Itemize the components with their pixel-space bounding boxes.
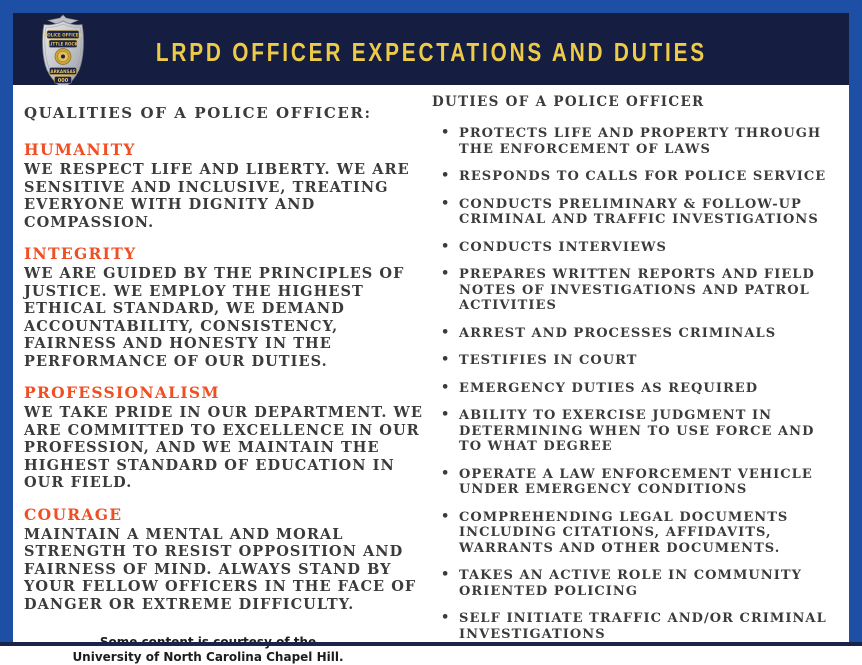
quality-section-title: PROFESSIONALISM xyxy=(24,383,220,402)
quality-section-body: WE ARE GUIDED BY THE PRINCIPLES OF JUSTICE. WE EMPLOY THE HIGHEST ETHICAL STANDARD, WE DEMAND ACCOUNTABILITY, CONSISTENCY, FAIRNESS AND HONESTY IN THE PERFORMANCE OF OUR DUTIES. xyxy=(24,265,405,370)
duty-item-text: OPERATE A LAW ENFORCEMENT VEHICLE UNDER EMERGENCY CONDITIONS xyxy=(459,466,813,497)
badge-state-banner-label: ARKANSAS xyxy=(50,68,76,74)
quality-section-body: WE TAKE PRIDE IN OUR DEPARTMENT. WE ARE COMMITTED TO EXCELLENCE IN OUR PROFESSION, AND WE MAINTAIN THE HIGHEST STANDARD OF EDUCATION IN OUR FIELD. xyxy=(24,404,423,491)
bullet-icon: • xyxy=(441,168,451,183)
duty-list-item xyxy=(432,568,843,599)
duty-list-item xyxy=(432,467,843,498)
duty-list-item xyxy=(432,240,843,256)
duty-item-text: RESPONDS TO CALLS FOR POLICE SERVICE xyxy=(459,169,827,184)
duty-item-text: ARREST AND PROCESSES CRIMINALS xyxy=(459,325,777,341)
bullet-icon: • xyxy=(441,266,451,281)
duty-list-item xyxy=(432,408,843,455)
quality-section-title: HUMANITY xyxy=(24,140,136,159)
bullet-icon: • xyxy=(441,125,451,140)
quality-section-title: COURAGE xyxy=(24,504,123,524)
bullet-icon: • xyxy=(441,352,451,367)
duty-list-item xyxy=(432,381,843,397)
badge-city-banner-label: LITTLE ROCK xyxy=(48,41,78,47)
duty-list-item xyxy=(432,510,843,557)
badge-top-banner-label: POLICE OFFICER xyxy=(44,32,82,38)
duty-list-item xyxy=(432,267,843,314)
quality-section xyxy=(24,140,424,231)
duty-item-text: PROTECTS LIFE AND PROPERTY THROUGH THE ENFORCEMENT OF LAWS xyxy=(459,126,822,157)
bullet-icon: • xyxy=(441,379,451,395)
duties-list xyxy=(432,126,843,642)
courtesy-footnote xyxy=(38,635,378,665)
bullet-icon: • xyxy=(441,324,451,340)
courtesy-footnote-line2: University of North Carolina Chapel Hill. xyxy=(72,650,344,664)
duty-item-text: CONDUCTS PRELIMINARY & FOLLOW-UP CRIMINAL AND TRAFFIC INVESTIGATIONS xyxy=(459,196,819,227)
duty-item-text: PREPARES WRITTEN REPORTS AND FIELD NOTES OF INVESTIGATIONS AND PATROL ACTIVITIES xyxy=(459,267,815,313)
duty-item-text: ABILITY TO EXERCISE JUDGMENT IN DETERMINING WHEN TO USE FORCE AND TO WHAT DEGREE xyxy=(459,408,815,454)
bullet-icon: • xyxy=(441,407,451,422)
qualities-section-list xyxy=(24,140,424,613)
bullet-icon: • xyxy=(441,508,451,524)
duty-item-text: SELF INITIATE TRAFFIC AND/OR CRIMINAL INVESTIGATIONS xyxy=(459,611,827,642)
duty-item-text: EMERGENCY DUTIES AS REQUIRED xyxy=(459,380,759,396)
duties-heading: DUTIES OF A POLICE OFFICER xyxy=(432,94,705,110)
duty-list-item xyxy=(432,197,843,228)
bullet-icon: • xyxy=(441,238,451,254)
quality-section-body: WE RESPECT LIFE AND LIBERTY. WE ARE SENSITIVE AND INCLUSIVE, TREATING EVERYONE WITH DIGNITY AND COMPASSION. xyxy=(24,161,410,231)
qualities-column xyxy=(13,85,430,664)
qualities-heading: QUALITIES OF A POLICE OFFICER: xyxy=(24,104,372,122)
bullet-icon: • xyxy=(441,610,451,625)
duty-list-item xyxy=(432,326,843,342)
quality-section xyxy=(24,244,424,370)
header-banner xyxy=(13,13,849,85)
page-border-right xyxy=(849,0,862,646)
badge-number-label: 000 xyxy=(57,78,69,84)
page-title: LRPD OFFICER EXPECTATIONS AND DUTIES xyxy=(155,37,707,67)
duty-list-item xyxy=(432,169,843,185)
duty-list-item xyxy=(432,353,843,369)
duty-item-text: TESTIFIES IN COURT xyxy=(459,353,638,368)
page-border-bottom xyxy=(0,642,862,646)
bullet-icon: • xyxy=(441,465,451,481)
quality-section xyxy=(24,383,424,492)
duty-item-text: TAKES AN ACTIVE ROLE IN COMMUNITY ORIENTED POLICING xyxy=(459,568,802,599)
duties-column xyxy=(430,85,849,646)
bullet-icon: • xyxy=(441,567,451,582)
page-border-left xyxy=(0,0,13,646)
content-area xyxy=(13,85,849,664)
bullet-icon: • xyxy=(441,195,451,211)
duty-item-text: COMPREHENDING LEGAL DOCUMENTS INCLUDING CITATIONS, AFFIDAVITS, WARRANTS AND OTHER DOCUMENTS. xyxy=(459,509,789,556)
quality-section-body: MAINTAIN A MENTAL AND MORAL STRENGTH TO RESIST OPPOSITION AND FAIRNESS OF MIND. ALWAYS STAND BY YOUR FELLOW OFFICERS IN THE FACE OF DANGER OR EXTREME DIFFICULTY. xyxy=(24,525,417,613)
duty-item-text: CONDUCTS INTERVIEWS xyxy=(459,239,667,255)
quality-section-title: INTEGRITY xyxy=(24,244,137,263)
duty-list-item xyxy=(432,126,843,157)
quality-section xyxy=(24,505,424,614)
duty-list-item xyxy=(432,611,843,642)
page-border-top xyxy=(0,0,862,13)
